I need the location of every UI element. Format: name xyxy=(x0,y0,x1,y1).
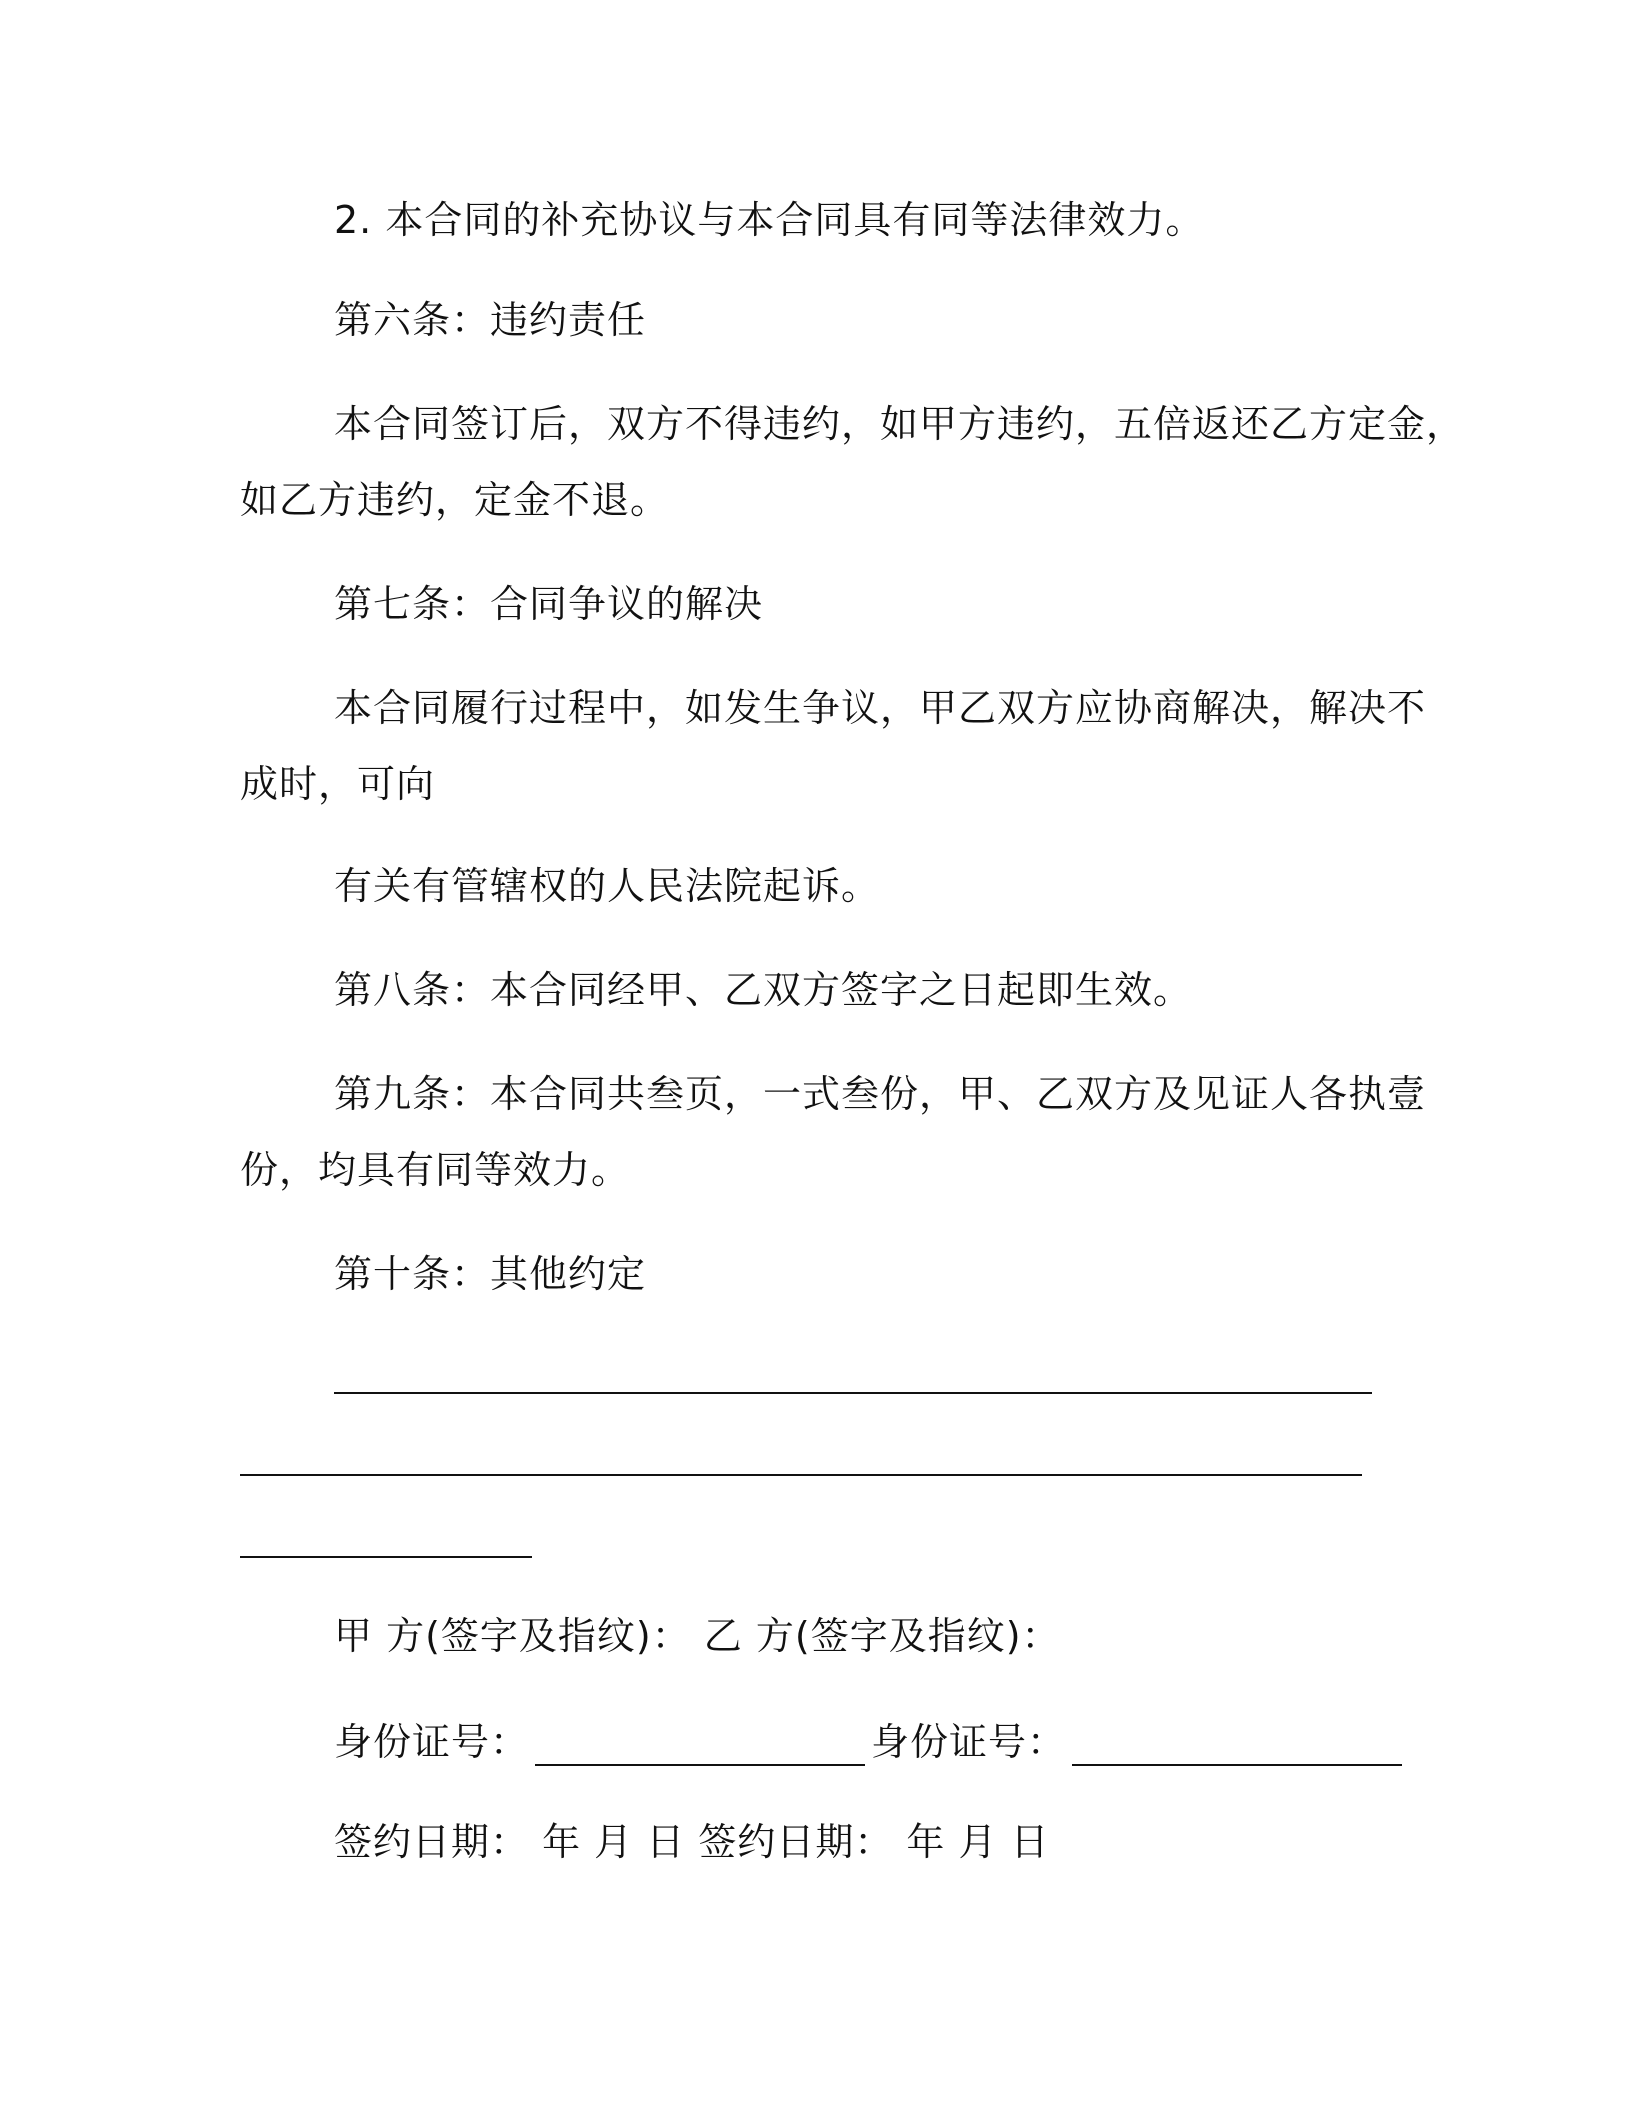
signing-date-row: 签约日期： 年 月 日 签约日期： 年 月 日 xyxy=(334,1820,1050,1864)
article-6-text-line1: 本合同签订后，双方不得违约，如甲方违约，五倍返还乙方定金， xyxy=(334,402,1466,446)
article-7-text-line2: 成时，可向 xyxy=(240,762,436,806)
clause-supplement: 2. 本合同的补充协议与本合同具有同等法律效力。 xyxy=(334,198,1205,242)
blank-line-2 xyxy=(240,1474,1362,1476)
article-7-text-line1: 本合同履行过程中，如发生争议，甲乙双方应协商解决，解决不 xyxy=(334,686,1427,730)
article-6-heading: 第六条：违约责任 xyxy=(334,298,647,342)
article-7-heading: 第七条：合同争议的解决 xyxy=(334,582,764,626)
id-label-party-b: 身份证号： xyxy=(871,1720,1067,1764)
id-field-party-a[interactable] xyxy=(535,1728,865,1766)
blank-line-3 xyxy=(240,1556,532,1558)
id-field-party-b[interactable] xyxy=(1072,1728,1402,1766)
article-8: 第八条：本合同经甲、乙双方签字之日起即生效。 xyxy=(334,968,1193,1012)
id-number-row xyxy=(334,1718,1408,1766)
article-7-text-line3: 有关有管辖权的人民法院起诉。 xyxy=(334,864,881,908)
article-10-heading: 第十条：其他约定 xyxy=(334,1252,647,1296)
blank-line-1 xyxy=(334,1392,1372,1394)
article-9-line2: 份，均具有同等效力。 xyxy=(240,1148,631,1192)
id-label-party-a: 身份证号： xyxy=(334,1720,530,1764)
article-9-line1: 第九条：本合同共叁页，一式叁份，甲、乙双方及见证人各执壹 xyxy=(334,1072,1427,1116)
article-6-text-line2: 如乙方违约，定金不退。 xyxy=(240,478,670,522)
signature-parties: 甲 方(签字及指纹)： 乙 方(签字及指纹)： xyxy=(334,1614,1061,1658)
